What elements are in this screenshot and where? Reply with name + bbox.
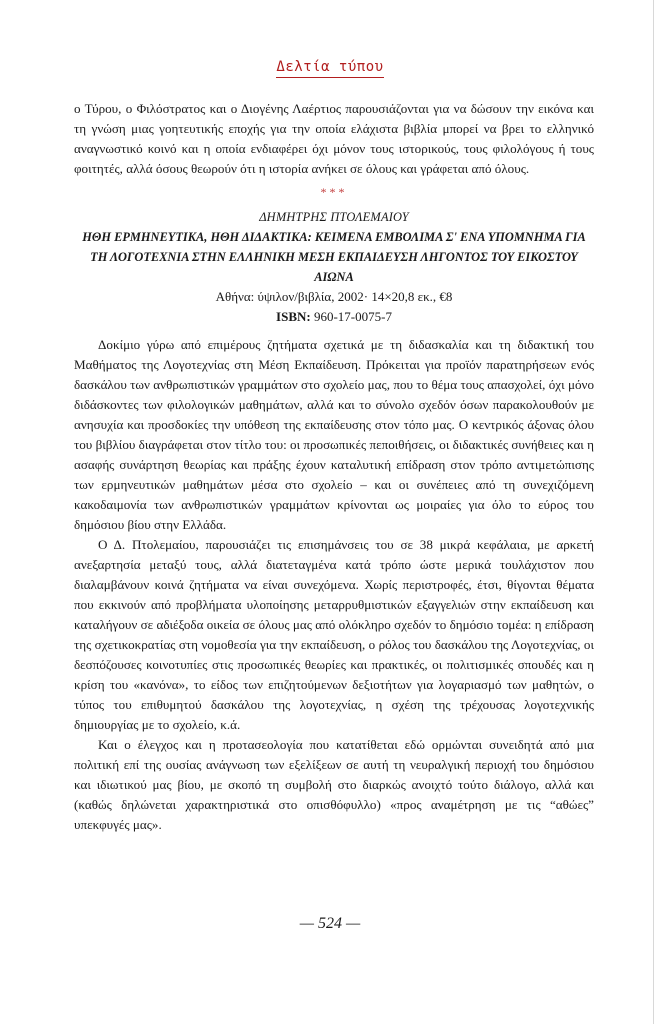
- review-paragraph: Και ο έλεγχος και η προτασεολογία που κατατίθεται εδώ ορμώνται συνειδητά από μια πολιτική επί της ουσίας ανάγνωση των εξελίξεων σε αυτή τη νευραλγική περιοχή του δημόσιου και ιδιωτικού μας βίου, με σκοπό τη συμβολή στο διαρκώς ανοιχτό τούτο διάλογο, αλλά και (καθώς δηλώνεται χαρακτηριστικά στο οπισθόφυλλο) «προς αναμέτρηση με τις “αθώες” υπεκφυγές μας».: [74, 737, 594, 832]
- review-paragraph: Δοκίμιο γύρω από επιμέρους ζητήματα σχετικά με τη διδασκαλία και τη διδακτική του Μαθήματος της Λογοτεχνίας στη Μέση Εκπαίδευση. Πρόκειται για προϊόν παρατηρήσεων ενός δασκάλου των ανθρωπιστικών γραμμάτων στο σχολείο μας, που το θέμα τους απασχολεί, όχι μόνο διδάσκοντες των φιλολογικών μαθημάτων, αλλά και το σύνολο σχεδόν όσων παρακολουθούν με ανησυχία και προσδοκίες την υπόθεση της εκπαίδευσης στον τόπο μας. Ο κεντρικός άξονας όλου του βιβλίου διαγράφεται στον τίτλο του: οι προσωπικές πεποιθήσεις, οι διδακτικές συνήθειες και η ασαφής συνάρτηση θεωρίας και πράξης έχουν καταλυτική επίδραση στον τρόπο αντιμετώπισης των ερμηνευτικών μαθημάτων μέσα στο σχολείο – και οι συνέπειες από τη συνεχιζόμενη κακοδαιμονία των ανθρωπιστικών γραμμάτων κρίνονται ως μοιραίες για όλο το εύρος του δημόσιου βίου στην Ελλάδα.: [74, 337, 594, 532]
- review-paragraph: Ο Δ. Πτολεμαίου, παρουσιάζει τις επισημάνσεις του σε 38 μικρά κεφάλαια, με αρκετή ανεξαρτησία μεταξύ τους, αλλά διατεταγμένα κατά τρόπο ώστε μερικά τουλάχιστον που διαλαμβάνουν κοινά ζητήματα να είναι συνεχόμενα. Χωρίς περιστροφές, έτσι, θίγονται θέματα που εκκινούν από προβλήματα υλοποίησης μεταρρυθμιστικών εξαγγελιών στην εκπαίδευση και καταλήγουν σε αδιέξοδα οικεία σε όλους μας από ολόκληρο σχεδόν το δημόσιο τομέα: η επίδραση της σχετικοκρατίας στη νομοθεσία για την εκπαίδευση, ο ρόλος του δασκάλου της Λογοτεχνίας, οι δεσπόζουσες κοινοτυπίες στις προσωπικές θεωρίες και πρακτικές, οι πολιτισμικές σπουδές και η κρίση του «κανόνα», το είδος των επιζητούμενων δεξιοτήτων για λογαριασμό των μαθητών, ο τύπος του επιθυμητού δασκάλου της λογοτεχνίας, η σχέση της τρέχουσας λογοτεχνικής δημιουργίας με το σχολείο, κ.ά.: [74, 537, 594, 732]
- page-header: [0, 58, 660, 78]
- page-edge-line: [653, 0, 654, 1024]
- section-title: Δελτία τύπου: [276, 59, 383, 78]
- section-separator: ***: [320, 185, 348, 199]
- review-body: [74, 335, 594, 835]
- book-entry: [74, 207, 594, 327]
- isbn-value: 960-17-0075-7: [313, 309, 392, 324]
- book-author: ΔΗΜΗΤΡΗΣ ΠΤΟΛΕΜΑΙΟΥ: [259, 210, 409, 224]
- book-title-line-2: ΤΗ ΛΟΓΟΤΕΧΝΙΑ ΣΤΗΝ ΕΛΛΗΝΙΚΗ ΜΕΣΗ ΕΚΠΑΙΔΕΥΣΗ ΛΗΓΟΝΤΟΣ ΤΟΥ ΕΙΚΟΣΤΟΥ ΑΙΩΝΑ: [90, 250, 578, 284]
- isbn-label: ISBN:: [276, 309, 311, 324]
- book-isbn: [74, 307, 594, 327]
- book-title-line-1: ΗΘΗ ΕΡΜΗΝΕΥΤΙΚΑ, ΗΘΗ ΔΙΔΑΚΤΙΚΑ: ΚΕΙΜΕΝΑ ΕΜΒΟΛΙΜΑ Σ' ΕΝΑ ΥΠΟΜΝΗΜΑ ΓΙΑ: [82, 230, 586, 244]
- book-publication-info: Αθήνα: ύψιλον/βιβλία, 2002· 14×20,8 εκ., €8: [215, 289, 453, 304]
- page-content: [74, 99, 594, 835]
- page-number: — 524 —: [299, 915, 361, 932]
- intro-paragraph: ο Τύρου, ο Φιλόστρατος και ο Διογένης Λαέρτιος παρουσιάζονται για να δώσουν την εικόνα και τη γνώση μιας γοητευτικής εποχής για την οποία ελάχιστα βιβλία μπορεί να βρει το ελληνικό αναγνωστικό κοινό και η οποία ενδιαφέρει όχι μόνον τους ιστορικούς, τους φιλολόγους ή τους φοιτητές, αλλά όσους θεωρούν ότι η ιστορία ανήκει σε όλους και γράφεται από όλους.: [74, 101, 594, 176]
